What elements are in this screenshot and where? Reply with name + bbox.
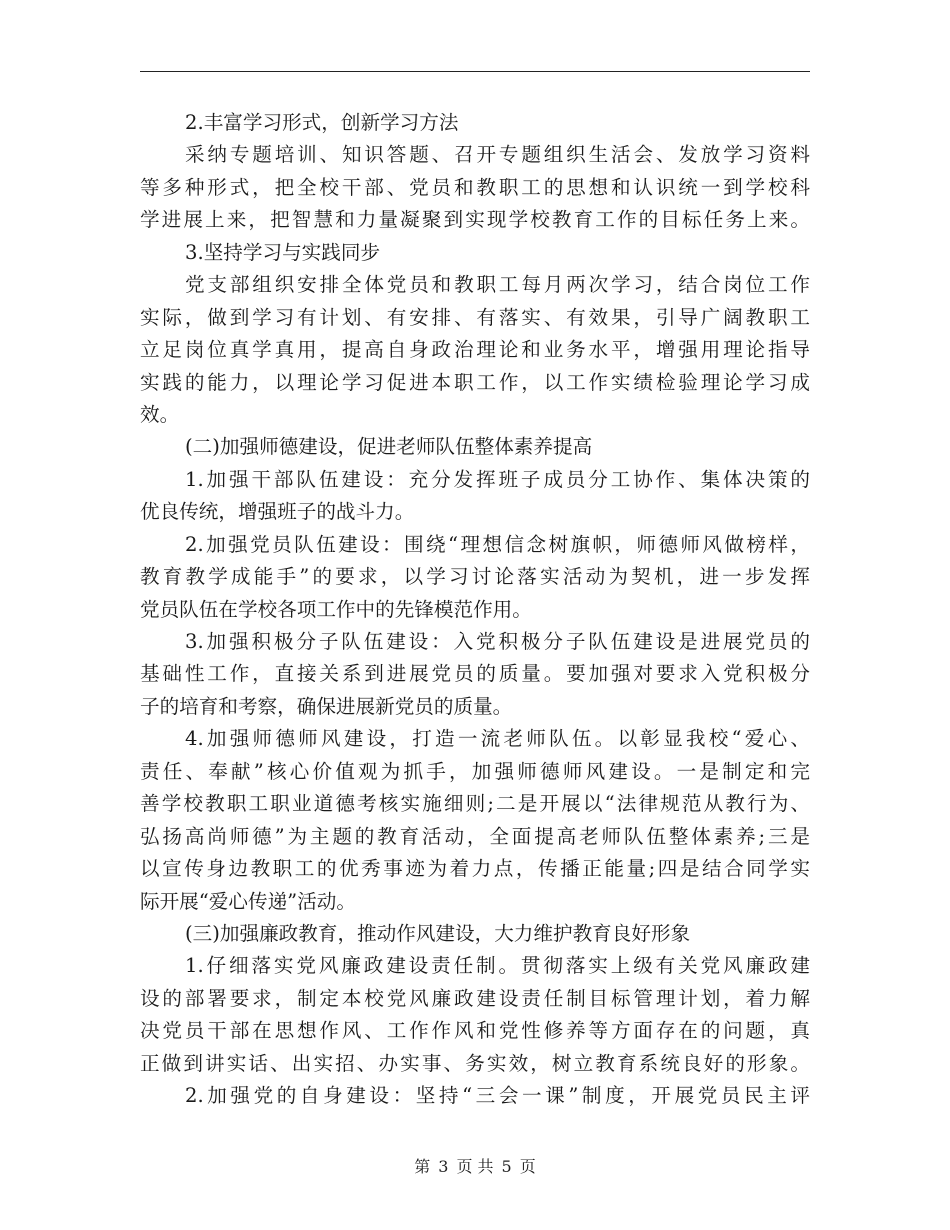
text-line: 实践的能力，以理论学习促进本职工作，以工作实绩检验理论学习成: [140, 370, 810, 394]
text-line: 3.加强积极分子队伍建设：入党积极分子队伍建设是进展党员的: [185, 630, 810, 653]
text-line: 优良传统，增强班子的战斗力。: [140, 500, 415, 524]
text-line: 子的培育和考察，确保进展新党员的质量。: [140, 694, 513, 718]
text-line: 实际，做到学习有计划、有安排、有落实、有效果，引导广阔教职工: [140, 305, 810, 329]
text-line: 等多种形式，把全校干部、党员和教职工的思想和认识统一到学校科: [140, 175, 810, 199]
text-line: (三)加强廉政教育，推动作风建设，大力维护教育良好形象: [185, 921, 691, 945]
footer-prefix: 第: [414, 1157, 431, 1176]
text-line: 1.仔细落实党风廉政建设责任制。贯彻落实上级有关党风廉政建: [185, 954, 810, 978]
text-line: 善学校教职工职业道德考核实施细则;二是开展以“法律规范从教行为、: [140, 792, 810, 816]
text-line: 弘扬高尚师德”为主题的教育活动，全面提高老师队伍整体素养;三是: [140, 824, 810, 848]
text-line: 学进展上来，把智慧和力量凝聚到实现学校教育工作的目标任务上来。: [140, 208, 810, 232]
footer-middle: 页 共: [456, 1157, 494, 1176]
text-line: 党员队伍在学校各项工作中的先锋模范作用。: [140, 597, 532, 621]
text-line: 2.加强党的自身建设：坚持“三会一课”制度，开展党员民主评: [185, 1084, 810, 1108]
text-line: 际开展“爱心传递”活动。: [140, 889, 356, 913]
footer-current-page: 3: [438, 1157, 449, 1176]
footer-total-pages: 5: [501, 1157, 512, 1176]
text-line: 教育教学成能手”的要求，以学习讨论落实活动为契机，进一步发挥: [140, 565, 810, 589]
text-line: 1.加强干部队伍建设：充分发挥班子成员分工协作、集体决策的: [185, 467, 810, 491]
text-line: 基础性工作，直接关系到进展党员的质量。要加强对要求入党积极分: [140, 662, 810, 686]
text-line: 3.坚持学习与实践同步: [185, 240, 381, 264]
text-line: 设的部署要求，制定本校党风廉政建设责任制目标管理计划，着力解: [140, 986, 810, 1010]
text-line: 采纳专题培训、知识答题、召开专题组织生活会、发放学习资料: [185, 143, 810, 167]
text-line: 立足岗位真学真用，提高自身政治理论和业务水平，增强用理论指导: [140, 338, 810, 362]
page-footer: [0, 1154, 950, 1177]
header-rule: [140, 71, 810, 72]
text-line: 正做到讲实话、出实招、办实事、务实效，树立教育系统良好的形象。: [140, 1051, 810, 1075]
text-line: (二)加强师德建设，促进老师队伍整体素养提高: [185, 435, 593, 459]
text-line: 效。: [140, 402, 180, 426]
text-line: 决党员干部在思想作风、工作作风和党性修养等方面存在的问题，真: [140, 1019, 810, 1043]
document-body: [140, 107, 810, 1113]
text-line: 4.加强师德师风建设，打造一流老师队伍。以彰显我校“爱心、: [185, 727, 810, 751]
text-line: 责任、奉献”核心价值观为抓手，加强师德师风建设。一是制定和完: [140, 759, 810, 783]
text-line: 2.加强党员队伍建设：围绕“理想信念树旗帜，师德师风做榜样，: [185, 532, 810, 556]
text-line: 党支部组织安排全体党员和教职工每月两次学习，结合岗位工作: [185, 273, 810, 297]
text-line: 以宣传身边教职工的优秀事迹为着力点，传播正能量;四是结合同学实: [140, 857, 810, 881]
text-line: 2.丰富学习形式，创新学习方法: [185, 111, 459, 134]
footer-suffix: 页: [519, 1157, 536, 1176]
